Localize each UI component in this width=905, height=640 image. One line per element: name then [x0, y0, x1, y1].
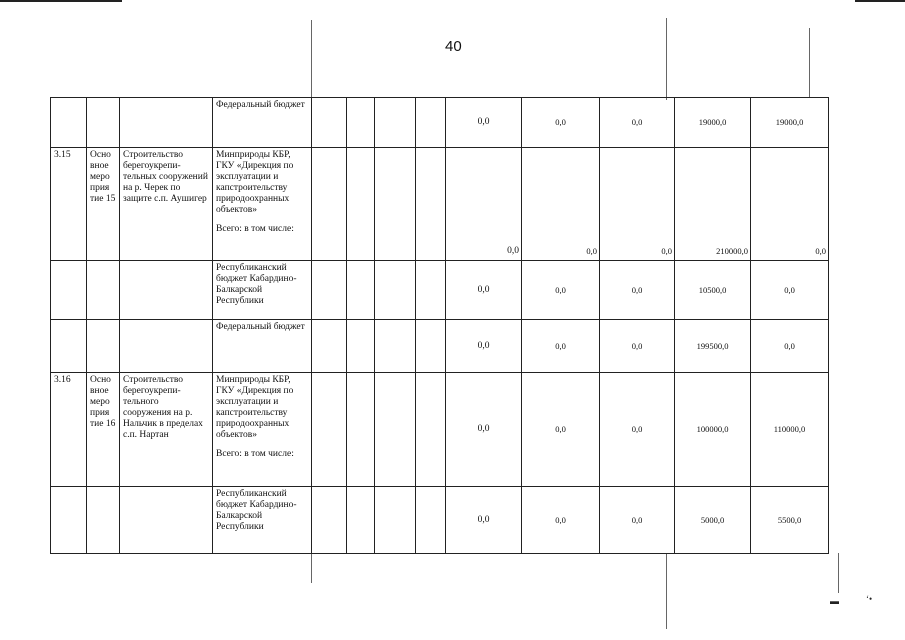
row-number-cell — [51, 320, 87, 373]
empty-cell — [416, 320, 446, 373]
empty-cell — [375, 487, 416, 554]
row-type-cell: Осно вное меро прия тие 15 — [87, 148, 120, 261]
row-name-cell: Строительство берегоукрепи-тельных сооружений на р. Черек по защите с.п. Аушигер — [120, 148, 213, 261]
row-number-cell — [51, 98, 87, 148]
total-label: Всего: в том числе: — [216, 224, 294, 234]
empty-cell — [347, 373, 375, 487]
empty-cell — [416, 98, 446, 148]
value-cell: 0,0 — [446, 98, 522, 148]
row-type-cell: Осно вное меро прия тие 16 — [87, 373, 120, 487]
value-cell: 0,0 — [600, 148, 675, 261]
empty-cell — [416, 487, 446, 554]
responsible-org: Минприроды КБР, ГКУ «Дирекция по эксплуатации и капстроительству природоохранных объектов» — [216, 150, 294, 215]
scan-fold-line — [666, 18, 667, 100]
value-cell: 0,0 — [522, 98, 600, 148]
empty-cell — [347, 320, 375, 373]
value-cell: 5000,0 — [675, 487, 751, 554]
total-label: Всего: в том числе: — [216, 449, 294, 459]
row-type-cell — [87, 98, 120, 148]
row-name-cell — [120, 487, 213, 554]
value-cell: 0,0 — [751, 261, 829, 320]
value-cell: 199500,0 — [675, 320, 751, 373]
value-cell: 0,0 — [751, 320, 829, 373]
scan-fold-line — [311, 20, 312, 100]
scan-edge-line — [0, 0, 122, 2]
empty-cell — [347, 487, 375, 554]
row-name-cell — [120, 98, 213, 148]
scan-fold-line — [809, 28, 810, 98]
row-number-cell — [51, 487, 87, 554]
empty-cell — [416, 148, 446, 261]
empty-cell — [312, 98, 347, 148]
value-cell: 210000,0 — [675, 148, 751, 261]
empty-cell — [375, 98, 416, 148]
empty-cell — [312, 261, 347, 320]
funding-source-cell: Республиканский бюджет Кабардино-Балкарской Республики — [213, 261, 312, 320]
row-type-cell — [87, 487, 120, 554]
scan-edge-line — [855, 0, 905, 2]
funding-source-cell: Федеральный бюджет — [213, 98, 312, 148]
empty-cell — [416, 261, 446, 320]
row-type-cell — [87, 261, 120, 320]
scan-fold-line — [666, 553, 667, 629]
value-cell: 19000,0 — [675, 98, 751, 148]
empty-cell — [375, 320, 416, 373]
empty-cell — [312, 320, 347, 373]
table-row — [51, 261, 829, 320]
value-cell: 0,0 — [446, 373, 522, 487]
empty-cell — [312, 148, 347, 261]
value-cell: 0,0 — [600, 487, 675, 554]
row-type-cell — [87, 320, 120, 373]
empty-cell — [375, 261, 416, 320]
value-cell: 0,0 — [600, 261, 675, 320]
value-cell: 0,0 — [446, 487, 522, 554]
value-cell: 0,0 — [522, 148, 600, 261]
value-cell: 5500,0 — [751, 487, 829, 554]
value-cell: 0,0 — [522, 373, 600, 487]
row-name-cell: Строительство берегоукрепи-тельного сооружения на р. Нальчик в пределах с.п. Нартан — [120, 373, 213, 487]
value-cell: 0,0 — [446, 261, 522, 320]
empty-cell — [375, 148, 416, 261]
empty-cell — [347, 98, 375, 148]
table-row — [51, 487, 829, 554]
empty-cell — [416, 373, 446, 487]
responsible-org: Минприроды КБР, ГКУ «Дирекция по эксплуатации и капстроительству природоохранных объектов» — [216, 375, 294, 440]
row-number-cell: 3.16 — [51, 373, 87, 487]
empty-cell — [312, 373, 347, 487]
value-cell: 0,0 — [522, 487, 600, 554]
table-row — [51, 320, 829, 373]
value-cell: 0,0 — [446, 320, 522, 373]
value-cell: 0,0 — [446, 148, 522, 261]
value-cell: 0,0 — [751, 148, 829, 261]
scan-fold-line — [838, 553, 839, 593]
table-row — [51, 148, 829, 261]
value-cell: 0,0 — [522, 261, 600, 320]
table-row — [51, 98, 829, 148]
value-cell: 110000,0 — [751, 373, 829, 487]
empty-cell — [312, 487, 347, 554]
scan-fold-line — [311, 553, 312, 583]
page-number: 40 — [445, 38, 462, 55]
value-cell: 19000,0 — [751, 98, 829, 148]
empty-cell — [375, 373, 416, 487]
value-cell: 10500,0 — [675, 261, 751, 320]
empty-cell — [347, 261, 375, 320]
row-number-cell — [51, 261, 87, 320]
value-cell: 0,0 — [522, 320, 600, 373]
scan-speck-mark: ʻ• — [866, 594, 873, 604]
row-name-cell — [120, 320, 213, 373]
value-cell: 0,0 — [600, 320, 675, 373]
responsible-org-cell — [213, 373, 312, 487]
table-row — [51, 373, 829, 487]
row-number-cell: 3.15 — [51, 148, 87, 261]
row-name-cell — [120, 261, 213, 320]
scan-speck-mark: ▬ — [830, 596, 839, 606]
empty-cell — [347, 148, 375, 261]
budget-table — [50, 97, 829, 554]
funding-source-cell: Федеральный бюджет — [213, 320, 312, 373]
funding-source-cell: Республиканский бюджет Кабардино-Балкарской Республики — [213, 487, 312, 554]
value-cell: 0,0 — [600, 373, 675, 487]
value-cell: 100000,0 — [675, 373, 751, 487]
value-cell: 0,0 — [600, 98, 675, 148]
responsible-org-cell — [213, 148, 312, 261]
